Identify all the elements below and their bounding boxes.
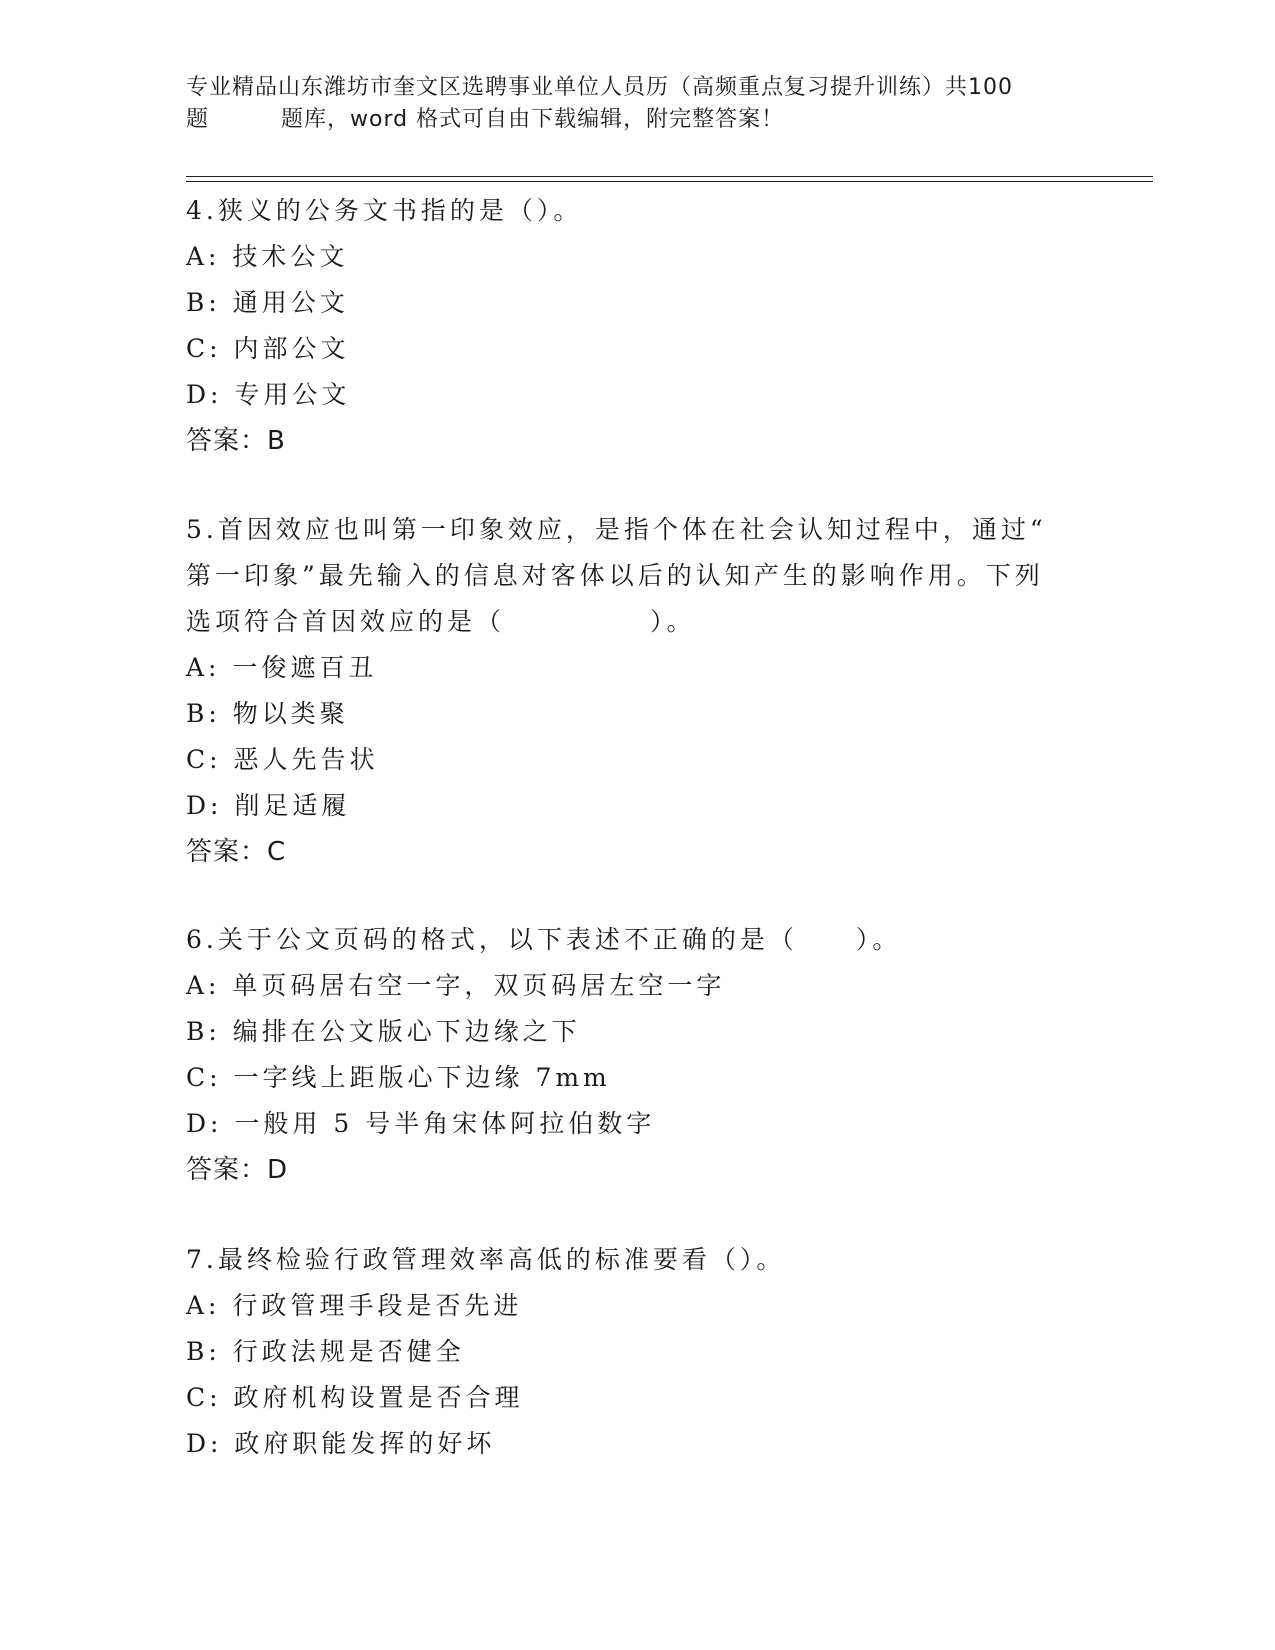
option-c: C: 一字线上距版心下边缘 7mm bbox=[186, 1063, 611, 1092]
question-stem: 选项符合首因效应的是（ ）。 bbox=[186, 607, 696, 636]
answer-line: 答案：D bbox=[186, 1155, 289, 1185]
option-d: D: 削足适履 bbox=[186, 791, 351, 820]
question-stem: 6.关于公文页码的格式，以下表述不正确的是（ ）。 bbox=[186, 925, 902, 954]
option-b: B: 物以类聚 bbox=[186, 699, 349, 728]
question-stem: 第一印象”最先输入的信息对客体以后的认知产生的影响作用。下列 bbox=[186, 561, 1044, 590]
option-c: C: 政府机构设置是否合理 bbox=[186, 1383, 524, 1412]
option-b: B: 通用公文 bbox=[186, 288, 349, 317]
header-title-line1: 专业精品山东潍坊市奎文区选聘事业单位人员历（高频重点复习提升训练）共100 bbox=[186, 75, 1013, 100]
header-title-line2 bbox=[186, 104, 1086, 136]
document-header bbox=[186, 72, 1086, 136]
header-divider-top bbox=[186, 176, 1153, 177]
option-d: D: 一般用 5 号半角宋体阿拉伯数字 bbox=[186, 1109, 656, 1138]
option-c: C: 恶人先告状 bbox=[186, 745, 379, 774]
question-stem: 7.最终检验行政管理效率高低的标准要看（）。 bbox=[186, 1245, 786, 1274]
question-block bbox=[186, 188, 1066, 464]
option-b: B: 编排在公文版心下边缘之下 bbox=[186, 1017, 581, 1046]
option-a: A: 行政管理手段是否先进 bbox=[186, 1291, 523, 1320]
answer-line: 答案：C bbox=[186, 837, 287, 867]
option-a: A: 技术公文 bbox=[186, 242, 349, 271]
answer-line: 答案：B bbox=[186, 426, 286, 456]
header-title-line2-left: 题 bbox=[186, 107, 210, 132]
option-d: D: 政府职能发挥的好坏 bbox=[186, 1429, 496, 1458]
header-title-line2-right: 题库，word 格式可自由下载编辑，附完整答案！ bbox=[281, 107, 785, 132]
question-block bbox=[186, 1237, 1066, 1467]
option-d: D: 专用公文 bbox=[186, 380, 351, 409]
question-stem: 5.首因效应也叫第一印象效应，是指个体在社会认知过程中，通过“ bbox=[186, 515, 1047, 544]
question-block bbox=[186, 917, 1066, 1193]
option-c: C: 内部公文 bbox=[186, 334, 350, 363]
option-a: A: 单页码居右空一字，双页码居左空一字 bbox=[186, 971, 726, 1000]
header-divider-bottom bbox=[186, 181, 1153, 182]
option-a: A: 一俊遮百丑 bbox=[186, 653, 378, 682]
question-stem: 4.狭义的公务文书指的是（）。 bbox=[186, 196, 583, 225]
option-b: B: 行政法规是否健全 bbox=[186, 1337, 465, 1366]
question-block bbox=[186, 507, 1066, 875]
